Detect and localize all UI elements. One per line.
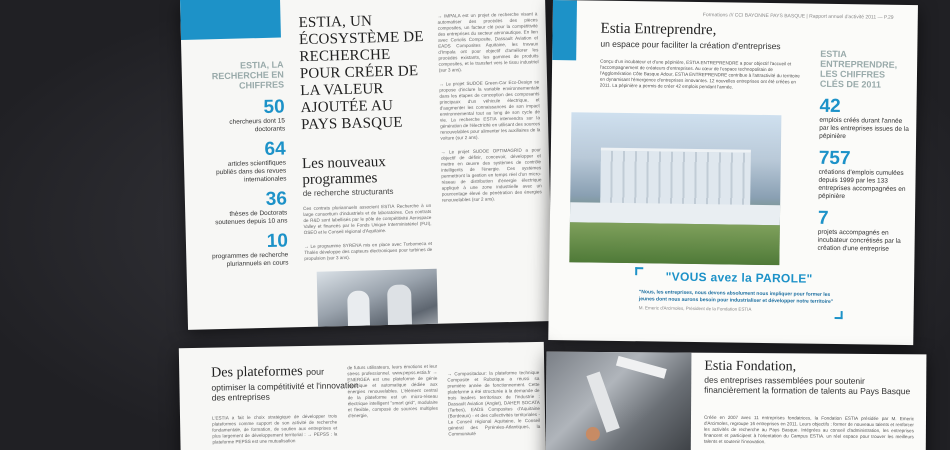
robot-arm — [586, 371, 619, 432]
stat-block — [204, 97, 285, 135]
section-title: Estia Entreprendre, — [600, 20, 717, 39]
stat-number: 7 — [817, 207, 829, 229]
stat-text: thèses de Doctorats soutenues depuis 10 ans — [215, 209, 288, 227]
left-second-column — [437, 11, 542, 203]
stat-text: chercheurs dont 15 doctorants — [229, 117, 286, 134]
body-paragraph: Ces contrats pluriannuels associent ESTIA Recherche à un large consortium d'industriels et de laboratoires. Ces contrats de R&D sont labellisés par le pôle de compétitivité Aerospace Valley et financés par le Fonds Unique Interministériel (FUI), OSEO et le Conseil régional d'Aquitaine. — [303, 202, 432, 236]
body-paragraph: → Le projet SUDOE Green-Car Eco-Design se propose d'inclure la variable environnementale dans les étapes de conception des composants principaux d'un véhicule électrique, et d'augmenter les connaissances de son impact environnemental tout au long de son cycle de vie. La recherche ESTIA intervendra sur la génération de l'électricité en utilisant des sources renouvelables pour alimenter les auxiliaires de la voiture (sur 2 ans). — [439, 79, 541, 141]
bottom-right-page — [546, 352, 927, 450]
section-subtitle: un espace pour faciliter la création d'entreprises — [600, 38, 781, 52]
stat-block — [208, 231, 289, 269]
stat-number: 64 — [264, 138, 286, 160]
body-paragraph: de futurs utilisateurs, leurs émotions et leur stress professionnel. www.pepss.estia.fr → ENERGEA est une plateforme de génie électrique et automatique dédiée aux énergies renouvelables. L'élément central de la plateforme est un micro-réseau électrique intelligent "smart grid", modulaire et flexible, composé de sources multiples d'énergie, — [347, 363, 438, 419]
section-subtitle: des entreprises rassemblées pour soutenir financièrement la formation de talents au Pays Basque — [704, 374, 911, 397]
quote-box — [639, 269, 840, 313]
body-paragraph: → Compositadour: la plateforme technique Composite et Robotique a réussi sa première année de fonctionnement. Cette plateforme a été structurée à la demande de trois leaders territoriaux de l'industrie : Dassault Aviation (Anglet), DAHER SOCATA (Tarbes), EADS Composites d'Aquitaine (Bordeaux) - et des collectivités territoriales - Le Conseil régional Aquitaine, le Conseil général des Pyrénées-Atlantiques, la Communauté — [447, 369, 541, 437]
operator-figure — [586, 427, 600, 441]
lawn — [569, 222, 780, 265]
building-photo — [569, 112, 781, 265]
stat-block — [207, 189, 288, 227]
stat-number: 10 — [266, 230, 289, 252]
body-paragraph: L'ESTIA a fait le choix stratégique de développer trois plateformes comme support de son activité de recherche fondamentale, de formation, de soutien aux entreprises et plus largement de développement territorial : → PEPSS : la plateforme PEPSS est une mutualisation — [211, 413, 338, 445]
stat-text: créations d'emplois cumulées depuis 1999 par les 133 entreprises accompagnées en pépinière — [818, 168, 906, 201]
section-subheading: de recherche structurants — [302, 186, 394, 199]
quote-title: "VOUS avez la PAROLE" — [665, 269, 813, 286]
lab-photo — [317, 269, 439, 330]
body-paragraph: Créée en 2007 avec 11 entreprises fondatrices, la Fondation ESTIA présidée par M. Emeric d'Arcimoles, regroupe 16 entreprises en 2011. Leurs objectifs : former de nouveaux talents et renforcer les activités de recherche au Pays Basque. Intégrées au conseil d'administration, les entreprises financent et participent à l'orientation du Campus ESTIA. un réel espace pour trouver les meilleurs talents et soutenir l'innovation. — [703, 414, 915, 445]
stat-text: articles scientifiques publiés dans des revues internationales — [216, 159, 287, 184]
researcher-figure — [347, 290, 370, 329]
heading-tail: pour — [306, 366, 325, 377]
section-heading — [211, 364, 324, 382]
section-title: Estia Fondation, — [704, 358, 797, 375]
key-figures-sidebar — [817, 49, 910, 254]
stat-block — [205, 139, 286, 185]
stat-number: 757 — [818, 147, 851, 170]
bottom-left-page — [179, 342, 546, 450]
left-main-column — [298, 12, 432, 262]
stat-number: 42 — [819, 95, 841, 118]
stat-block — [817, 209, 908, 254]
heading-main: Des plateformes — [211, 364, 303, 381]
left-page — [180, 0, 553, 330]
body-paragraph: → Le programme SYRENA mis en place avec Turbomeca et Thalès développe des capteurs électroniques pour turbines de propulsion (sur 3 ans). — [303, 240, 433, 262]
bracket-corner — [835, 311, 843, 319]
researcher-figure — [387, 284, 412, 329]
section-subheading: optimiser la compétitivité et l'innovation des entreprises — [211, 380, 359, 403]
body-paragraph: → Le projet SUDOE OPTIMAGRID a pour objectif de définir, concevoir, développer et mettre en œuvre des systèmes de contrôle intelligents de l'énergie. Ces systèmes permettront la gestion en temps réel d'un micro-réseau de distribution d'énergie électrique appliqué à une zone industrielle avec un pourcentage élevé de pénétration des énergies renouvelables (sur 2 ans). — [440, 147, 542, 203]
right-page — [548, 0, 918, 345]
sidebar-heading: ESTIA ENTREPRENDRE, LES CHIFFRES CLÉS DE 2011 — [819, 48, 898, 90]
bracket-corner — [635, 267, 643, 275]
stat-text: programmes de recherche pluriannuels en cours — [211, 251, 289, 268]
sidebar-heading: ESTIA, LA RECHERCHE EN CHIFFRES — [211, 59, 285, 91]
stat-number: 50 — [263, 96, 285, 118]
left-page-blue-band — [180, 0, 281, 40]
stat-text: projets accompagnés en incubateur concrétisés par la création d'une entreprise — [817, 228, 901, 253]
research-figures-sidebar — [204, 59, 289, 269]
stat-block — [818, 149, 909, 202]
stat-block — [819, 97, 910, 142]
section-heading: Les nouveaux programmes — [301, 154, 386, 189]
stat-text: emplois créés durant l'année par les entreprises issues de la pépinière — [819, 116, 909, 141]
running-head: Formations /// CCI BAYONNE PAYS BASQUE | Rapport annuel d'activité 2011 — P.29 — [702, 12, 894, 21]
quote-source: M. Emeric d'Arcimoles, Président de la Fondation ESTIA — [638, 305, 752, 312]
page-title: ESTIA, UN ÉCOSYSTÈME DE RECHERCHE POUR CRÉER DE LA VALEUR AJOUTÉE AU PAYS BASQUE — [298, 13, 424, 134]
robot-photo — [546, 352, 692, 450]
robot-arm — [616, 356, 667, 379]
body-paragraph: → IMPALA est un projet de recherche visant à automatiser des procédés des pièces composites, un facteur clé pour la compétitivité des entreprises du secteur aéronautique. En lien avec Coriolis Composite, Dassault Aviation et EADS Composites Aquitaine, les travaux d'Impala ont pour objectif d'améliorer les procédés existants, les gammes de produits composites, et le transfert vers le tissu industriel (sur 3 ans). — [437, 11, 539, 73]
right-page-blue-band — [552, 0, 577, 60]
quote-text: "Nous, les entreprises, nous devons absolument nous impliquer pour former les jeunes dont nous aurons besoin pour industrialiser et développer notre territoire" — [638, 289, 834, 305]
stat-number: 36 — [265, 188, 288, 210]
intro-paragraph: Conçu d'un incubateur et d'une pépinière, ESTIA ENTREPRENDRE a pour objectif l'accueil et l'accompagnement de créateurs d'entreprises. Au cœur de l'espace technopolitain de l'Agglomération Côte Basque Adour, ESTIA ENTREPRENDRE contribue à l'attractivité du territoire en dynamisant l'émergence d'entreprises innovantes. 12 nouvelles entreprises ont été créées en 2011. La pépinière a permis de créer 42 emplois pendant l'année. — [599, 58, 800, 90]
